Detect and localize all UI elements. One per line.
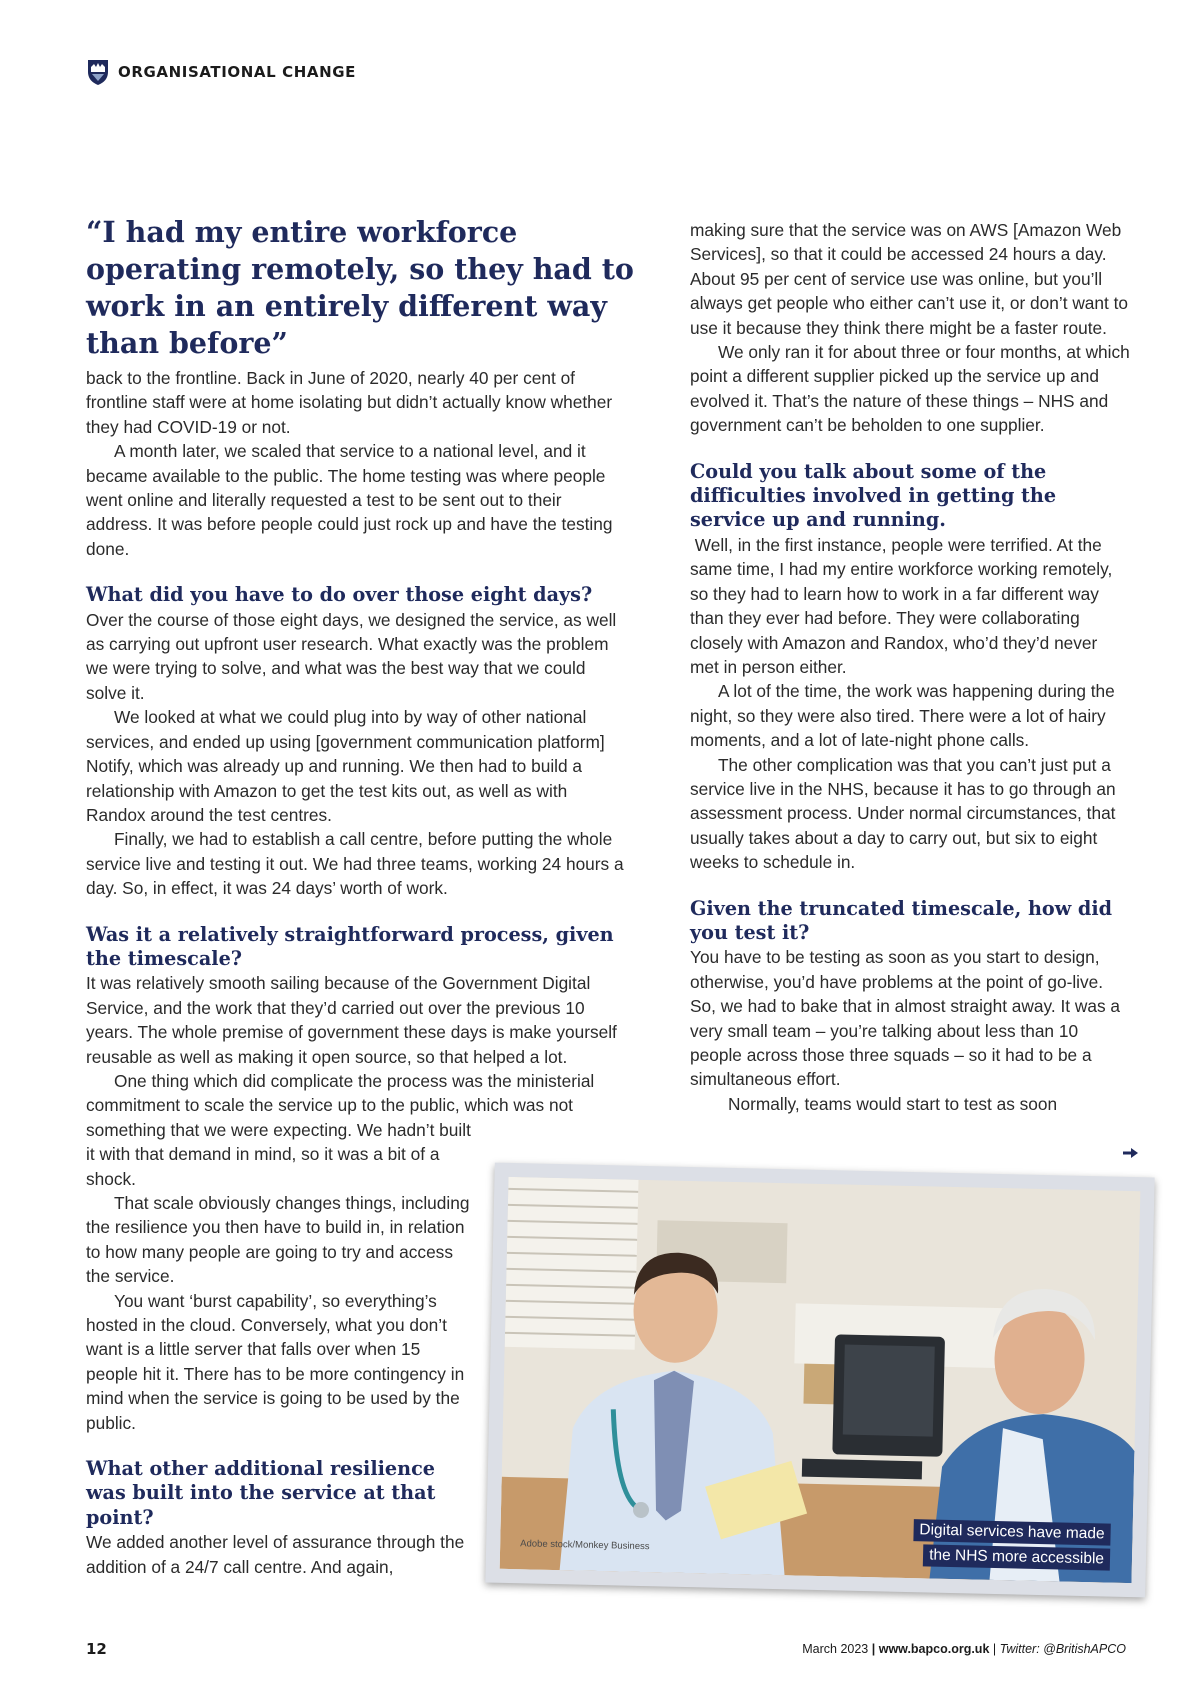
- paragraph: We only ran it for about three or four months, at which point a different supplier picked up the service up and evolved it. That’s the nature of these things – NHS and government can’t be beholden to one supplier.: [690, 342, 1130, 436]
- twitter-handle[interactable]: Twitter: @BritishAPCO: [999, 1642, 1126, 1656]
- paragraph: You want ‘burst capability’, so everything’s hosted in the cloud. Conversely, what you don’t want is a little server that falls over when 15 people hit it. There has to be more contingency in mind when the service is going to be used by the public.: [86, 1290, 465, 1433]
- paragraph: back to the frontline. Back in June of 2020, nearly 40 per cent of frontline staff were at home isolating but didn’t actually know whether they had COVID-19 or not.: [86, 368, 613, 437]
- paragraph: Normally, teams would start to test as soon: [728, 1093, 1058, 1114]
- paragraph: A lot of the time, the work was happening during the night, so they were also tired. There were a lot of hairy moments, and a lot of late-night phone calls.: [690, 681, 1115, 751]
- footer-info: [802, 1642, 1126, 1656]
- photo-frame: [485, 1163, 1154, 1598]
- paragraph: We added another level of assurance through the addition of a 24/7 call centre. And again,: [86, 1532, 465, 1577]
- question-heading: What other additional resilience was built into the service at that point?: [86, 1457, 436, 1529]
- pull-quote: “I had my entire workforce operating remotely, so they had to work in an entirely different way than before”: [86, 215, 634, 360]
- section-label: ORGANISATIONAL CHANGE: [118, 63, 356, 81]
- website-link[interactable]: www.bapco.org.uk: [878, 1642, 990, 1656]
- shield-logo-icon: [86, 58, 110, 86]
- page-number: 12: [86, 1640, 107, 1658]
- arrow-right-icon: [1122, 1146, 1140, 1160]
- caption-line: the NHS more accessible: [923, 1544, 1110, 1570]
- separator: |: [992, 1642, 997, 1656]
- question-heading: Was it a relatively straightforward process, given the timescale?: [86, 922, 614, 970]
- paragraph: We looked at what we could plug into by way of other national services, and ended up using [government communication platform] Notify, which was already up and running. We then had to build a relationship with Amazon to get the test kits out, as well as with Randox around the test centres.: [86, 707, 605, 825]
- paragraph: That scale obviously changes things, including the resilience you then have to build in, in relation to how many people are going to try and access the service.: [86, 1193, 470, 1287]
- right-column: [690, 218, 1130, 1116]
- paragraph: The other complication was that you can’t just put a service live in the NHS, because it has to go through an assessment process. Under normal circumstances, that usually takes about a day to carry out, but six to eight weeks to schedule in.: [690, 754, 1116, 873]
- narrow-text-block: [86, 1118, 476, 1579]
- question-heading: Given the truncated timescale, how did you test it?: [690, 896, 1113, 944]
- paragraph: One thing which did complicate the process was the ministerial commitment to scale the service up to the public, which was not: [86, 1070, 595, 1116]
- question-heading: What did you have to do over those eight days?: [86, 583, 593, 607]
- paragraph: A month later, we scaled that service to a national level, and it became available to the public. The home testing was where people went online and literally requested a test to be sent out to their address. It was before people could just rock up and have the testing done.: [86, 441, 613, 559]
- caption-line: Digital services have made: [913, 1519, 1111, 1545]
- paragraph: Over the course of those eight days, we designed the service, as well as carrying out upfront user research. What exactly was the problem we were trying to solve, and what was the best way that we could solve it.: [86, 609, 617, 703]
- photo-caption: [913, 1516, 1111, 1570]
- issue-date: March 2023: [802, 1642, 869, 1656]
- question-heading: Could you talk about some of the difficulties involved in getting the service up and running.: [690, 459, 1057, 532]
- paragraph: Well, in the first instance, people were terrified. At the same time, I had my entire workforce working remotely, so they had to learn how to work in a far different way than they ever had before. They were collaborating closely with Amazon and Randox, who’d they’d never met in person either.: [690, 534, 1113, 677]
- paragraph: It was relatively smooth sailing because of the Government Digital Service, and the work that they’d carried out over the previous 10 years. The whole premise of government these days is make yourself reusable as well as making it open source, so that helped a lot.: [86, 973, 617, 1067]
- paragraph: You have to be testing as soon as you start to design, otherwise, you’d have problems at the point of go-live. So, we had to bake that in almost straight away. It was a very small team – you’re talking about less than 10 people across those three squads – so it had to be a simultaneous effort.: [690, 947, 1121, 1090]
- paragraph: something that we were expecting. We hadn’t built it with that demand in mind, so it was a bit of a shock.: [86, 1119, 471, 1189]
- section-header: [86, 58, 356, 86]
- doctor-patient-photo: [500, 1177, 1141, 1583]
- paragraph: Finally, we had to establish a call centre, before putting the whole service live and testing it out. We had three teams, working 24 hours a day. So, in effect, it was 24 days’ worth of work.: [86, 829, 624, 899]
- separator: |: [871, 1642, 876, 1656]
- photo-credit: Adobe stock/Monkey Business: [520, 1538, 650, 1553]
- paragraph: making sure that the service was on AWS [Amazon Web Services], so that it could be accessed 24 hours a day. About 95 per cent of service use was online, but you’ll always get people who either can’t use it, or don’t want to use it because they think there might be a faster route.: [690, 220, 1129, 338]
